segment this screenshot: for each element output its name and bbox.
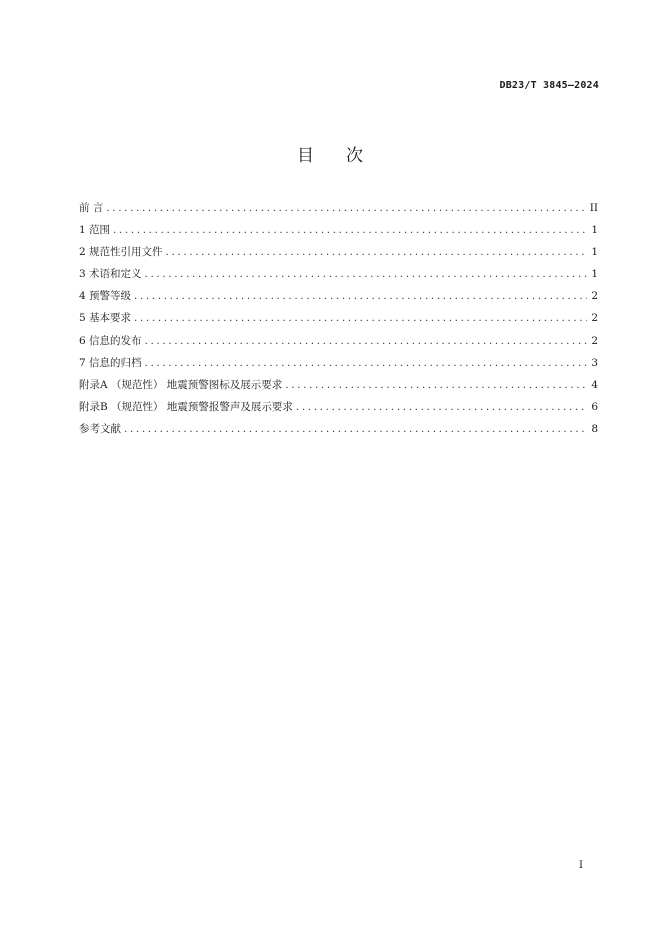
toc-entry-label: 7 信息的归档 bbox=[79, 356, 142, 369]
toc-entry-page: 1 bbox=[591, 224, 598, 237]
toc-entry-information-release[interactable] bbox=[79, 334, 598, 356]
toc-entry-basic-requirements[interactable] bbox=[79, 311, 598, 333]
toc-entry-label: 6 信息的发布 bbox=[79, 334, 142, 347]
toc-entry-page: 8 bbox=[591, 422, 598, 435]
dot-leader bbox=[124, 422, 587, 436]
toc-entry-label: 1 范围 bbox=[79, 224, 111, 237]
toc-entry-normative-references[interactable] bbox=[79, 245, 598, 267]
toc-entry-terms-definitions[interactable] bbox=[79, 267, 598, 289]
dot-leader bbox=[106, 201, 586, 215]
toc-entry-scope[interactable] bbox=[79, 223, 598, 245]
toc-entry-appendix-a[interactable] bbox=[79, 378, 598, 400]
dot-leader bbox=[145, 334, 587, 348]
dot-leader bbox=[285, 378, 587, 392]
title-char-2: 次 bbox=[346, 146, 365, 166]
dot-leader bbox=[134, 311, 587, 325]
toc-entry-information-archiving[interactable] bbox=[79, 356, 598, 378]
toc-entry-page: 2 bbox=[591, 290, 598, 303]
page-number: I bbox=[579, 860, 583, 871]
toc-entry-warning-levels[interactable] bbox=[79, 289, 598, 311]
page-title bbox=[0, 141, 662, 166]
toc-entry-label: 5 基本要求 bbox=[79, 312, 132, 325]
dot-leader bbox=[166, 245, 587, 259]
toc-entry-page: 2 bbox=[591, 312, 598, 325]
toc-entry-label: 参考文献 bbox=[79, 422, 121, 435]
toc-entry-label: 附录B （规范性） 地震预警报警声及展示要求 bbox=[79, 400, 293, 413]
document-code: DB23/T 3845—2024 bbox=[499, 80, 599, 91]
toc-entry-page: 3 bbox=[591, 356, 598, 369]
dot-leader bbox=[145, 267, 587, 281]
toc-entry-label: 前 言 bbox=[79, 202, 104, 214]
table-of-contents bbox=[79, 201, 598, 444]
toc-entry-label: 3 术语和定义 bbox=[79, 268, 142, 281]
toc-entry-page: 1 bbox=[591, 268, 598, 281]
dot-leader bbox=[145, 356, 587, 370]
toc-entry-page: 2 bbox=[591, 334, 598, 347]
dot-leader bbox=[134, 289, 587, 303]
toc-entry-foreword[interactable] bbox=[79, 201, 598, 223]
toc-entry-label: 附录A （规范性） 地震预警图标及展示要求 bbox=[79, 378, 283, 391]
toc-entry-page: 4 bbox=[591, 378, 598, 391]
toc-entry-label: 4 预警等级 bbox=[79, 290, 132, 303]
dot-leader bbox=[113, 223, 587, 237]
toc-entry-page: 6 bbox=[591, 400, 598, 413]
toc-entry-appendix-b[interactable] bbox=[79, 400, 598, 422]
dot-leader bbox=[296, 400, 587, 414]
toc-entry-page: 1 bbox=[591, 246, 598, 259]
toc-entry-page: II bbox=[589, 202, 598, 214]
toc-entry-bibliography[interactable] bbox=[79, 422, 598, 444]
toc-entry-label: 2 规范性引用文件 bbox=[79, 246, 163, 259]
title-char-1: 目 bbox=[297, 146, 316, 166]
